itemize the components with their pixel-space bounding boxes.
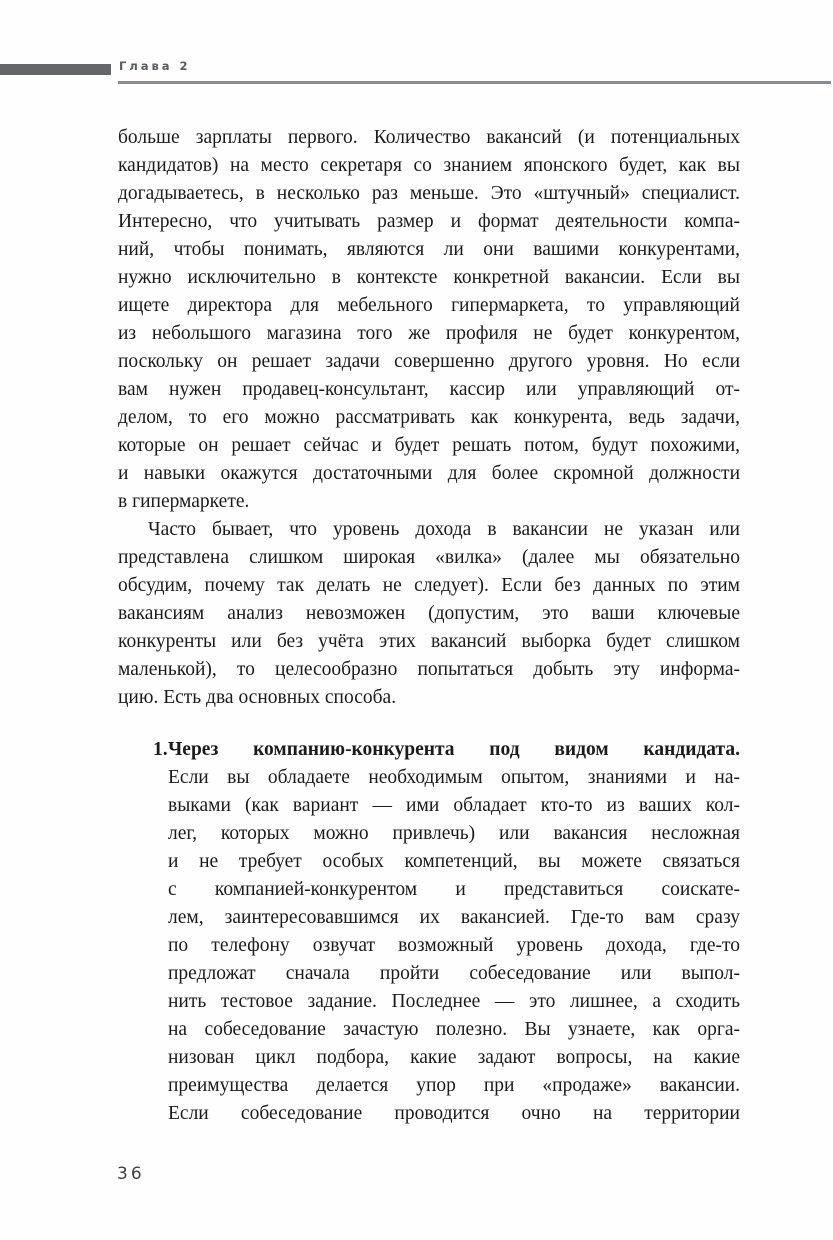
list-item-marker: 1. (153, 739, 168, 760)
text-line: обсудим, почему так делать не следует). Если без данных по этим (118, 575, 740, 596)
text-line: из небольшого магазина того же профиля не будет конкурентом, (118, 323, 740, 344)
text-line: Часто бывает, что уровень дохода в вакансии не указан или (148, 519, 740, 540)
text-line: лег, которых можно привлечь) или вакансия несложная (168, 823, 740, 844)
text-line: Если собеседование проводится очно на территории (168, 1103, 740, 1124)
text-line: Интересно, что учитывать размер и формат деятельности компа- (118, 211, 740, 232)
text-line: Если вы обладаете необходимым опытом, знаниями и на- (168, 767, 740, 788)
text-line: на собеседование зачастую полезно. Вы узнаете, как орга- (168, 1019, 740, 1040)
text-line: догадываетесь, в несколько раз меньше. Это «штучный» специалист. (118, 183, 740, 204)
text-line: которые он решает сейчас и будет решать потом, будут похожими, (118, 435, 740, 456)
text-line: поскольку он решает задачи совершенно другого уровня. Но если (118, 351, 740, 372)
text-line: вам нужен продавец-консультант, кассир или управляющий от- (118, 379, 740, 400)
list-item-title: Через компанию-конкурента под видом кандидата. (168, 739, 740, 760)
list-item (118, 736, 740, 1128)
header-rule (118, 81, 831, 84)
text-line: нить тестовое задание. Последнее — это лишнее, а сходить (168, 991, 740, 1012)
chapter-label: Глава 2 (119, 59, 191, 73)
paragraph (118, 516, 740, 712)
text-line: конкуренты или без учёта этих вакансий выборка будет слишком (118, 631, 740, 652)
text-line: и навыки окажутся достаточными для более скромной должности (118, 463, 740, 484)
text-line: лем, заинтересовавшимся их вакансией. Где-то вам сразу (168, 907, 740, 928)
text-line: преимущества делается упор при «продаже» вакансии. (168, 1075, 740, 1096)
text-line: в гипермаркете. (118, 491, 250, 512)
text-line: предложат сначала пройти собеседование или выпол- (168, 963, 740, 984)
text-line: ищете директора для мебельного гипермаркета, то управляющий (118, 295, 740, 316)
text-line: и не требует особых компетенций, вы можете связаться (168, 851, 740, 872)
text-line: делом, то его можно рассматривать как конкурента, ведь задачи, (118, 407, 740, 428)
text-line: маленькой), то целесообразно попытаться добыть эту информа- (118, 659, 740, 680)
paragraph (118, 124, 740, 516)
text-line: ний, чтобы понимать, являются ли они вашими конкурентами, (118, 239, 740, 260)
text-line: по телефону озвучат возможный уровень дохода, где-то (168, 935, 740, 956)
text-line: вакансиям анализ невозможен (допустим, это ваши ключевые (118, 603, 740, 624)
list-item-body (168, 764, 740, 1128)
page-number: 36 (117, 1164, 145, 1184)
text-line: цию. Есть два основных способа. (118, 687, 397, 708)
text-line: выками (как вариант — ими обладает кто-то из ваших кол- (168, 795, 740, 816)
text-line: нужно исключительно в контексте конкретной вакансии. Если вы (118, 267, 740, 288)
text-line: кандидатов) на место секретаря со знанием японского будет, как вы (118, 155, 740, 176)
chapter-marker-bar (0, 64, 111, 75)
text-line: с компанией-конкурентом и представиться соискате- (168, 879, 740, 900)
text-line: низован цикл подбора, какие задают вопросы, на какие (168, 1047, 740, 1068)
text-line: представлена слишком широкая «вилка» (далее мы обязательно (118, 547, 740, 568)
body-text (118, 124, 740, 1128)
text-line: больше зарплаты первого. Количество вакансий (и потенциальных (118, 127, 740, 148)
